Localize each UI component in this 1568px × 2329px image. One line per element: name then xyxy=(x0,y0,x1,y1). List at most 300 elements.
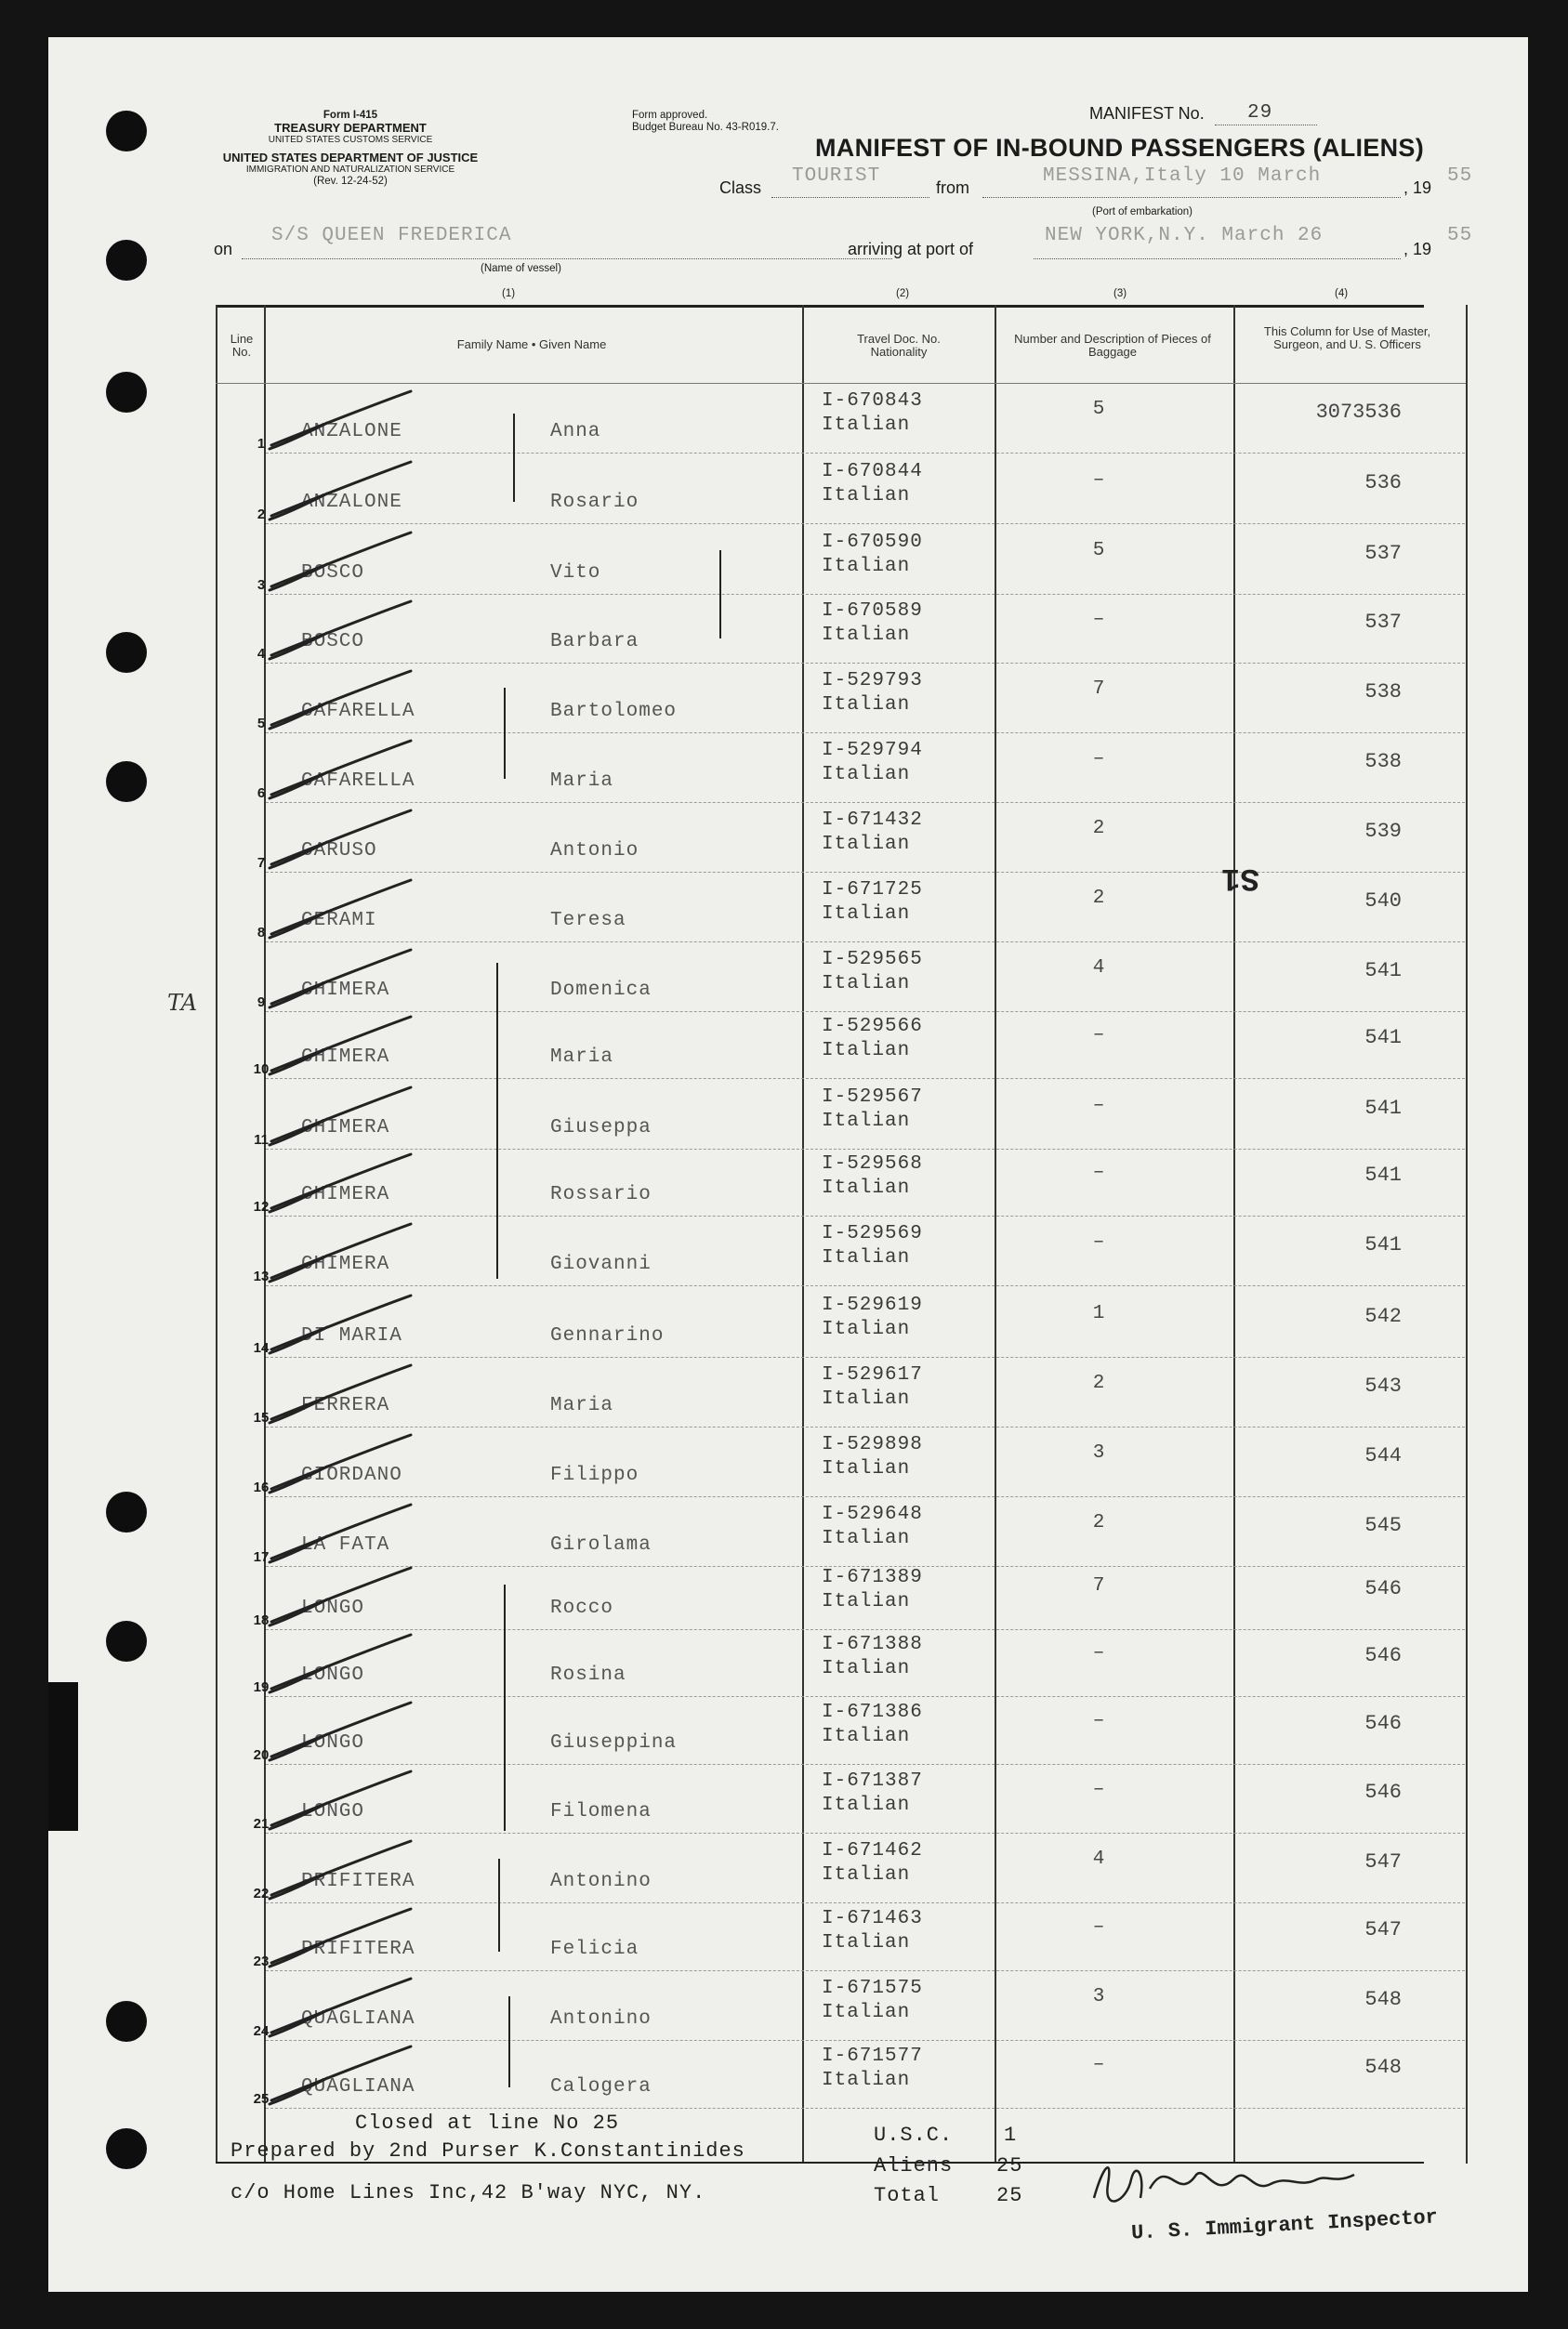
ins-service: IMMIGRATION AND NATURALIZATION SERVICE xyxy=(245,164,455,175)
header-name: Family Name • Given Name xyxy=(456,337,607,351)
travel-doc-cell xyxy=(822,1086,923,1134)
baggage-count: – xyxy=(1092,748,1105,770)
given-name: Antonino xyxy=(550,1871,652,1892)
travel-doc-number: I-529793 xyxy=(822,670,923,691)
officer-number: 542 xyxy=(1364,1305,1402,1328)
col-index-4: (4) xyxy=(1335,288,1349,299)
family-name: LONGO xyxy=(301,1665,365,1686)
table-row xyxy=(48,1429,1528,1499)
table-row xyxy=(48,1360,1528,1429)
family-name: BOSCO xyxy=(301,631,365,652)
nationality: Italian xyxy=(822,1795,911,1816)
line-number: 9 xyxy=(257,994,266,1010)
nationality: Italian xyxy=(822,1528,911,1549)
family-name: FERRERA xyxy=(301,1395,390,1416)
baggage-count: – xyxy=(1092,1162,1105,1183)
baggage-count: 4 xyxy=(1092,1849,1105,1870)
form-number: Form I-415 xyxy=(323,110,378,121)
baggage-count: 7 xyxy=(1092,678,1105,700)
baggage-count: 7 xyxy=(1092,1575,1105,1597)
travel-doc-number: I-529565 xyxy=(822,949,923,970)
nationality: Italian xyxy=(822,414,911,436)
baggage-count: – xyxy=(1092,1710,1105,1731)
officer-number: 545 xyxy=(1364,1514,1402,1537)
officer-number: 540 xyxy=(1364,889,1402,913)
family-name: PRIFITERA xyxy=(301,1871,415,1892)
table-row xyxy=(48,1973,1528,2043)
given-name: Maria xyxy=(550,770,614,792)
col-index-3: (3) xyxy=(1113,288,1127,299)
nationality: Italian xyxy=(822,1388,911,1410)
line-number: 18 xyxy=(253,1612,270,1628)
given-name: Teresa xyxy=(550,910,626,931)
line-number: 22 xyxy=(253,1886,270,1901)
travel-doc-cell xyxy=(822,1839,923,1888)
family-name: PRIFITERA xyxy=(301,1939,415,1960)
travel-doc-cell xyxy=(822,460,923,508)
officer-number: 538 xyxy=(1364,680,1402,704)
baggage-count: – xyxy=(1092,1916,1105,1938)
officer-number: 548 xyxy=(1364,1988,1402,2011)
from-line xyxy=(982,197,1401,198)
table-row xyxy=(48,1499,1528,1569)
travel-doc-cell xyxy=(822,1433,923,1481)
line-number: 23 xyxy=(253,1954,270,1969)
baggage-count: 2 xyxy=(1092,1512,1105,1533)
line-number: 12 xyxy=(253,1199,270,1215)
given-name: Maria xyxy=(550,1046,614,1068)
nationality: Italian xyxy=(822,1319,911,1340)
travel-doc-number: I-671387 xyxy=(822,1770,923,1792)
page-title: MANIFEST OF IN-BOUND PASSENGERS (ALIENS) xyxy=(815,134,1425,162)
check-mark xyxy=(262,460,439,525)
given-name: Rossario xyxy=(550,1184,652,1205)
table-row xyxy=(48,1836,1528,1905)
aliens-label: Aliens xyxy=(874,2154,954,2178)
check-mark xyxy=(262,878,439,943)
line-number: 17 xyxy=(253,1549,270,1565)
family-name: LONGO xyxy=(301,1732,365,1754)
check-mark xyxy=(262,669,439,734)
baggage-count: – xyxy=(1092,1231,1105,1253)
family-name: CHIMERA xyxy=(301,1117,390,1138)
year-prefix-1: , 19 xyxy=(1403,178,1432,197)
baggage-count: – xyxy=(1092,1779,1105,1800)
given-name: Rocco xyxy=(550,1598,614,1619)
travel-doc-number: I-670590 xyxy=(822,532,923,553)
given-name: Filomena xyxy=(550,1801,652,1822)
total-label: Total xyxy=(874,2184,941,2207)
customs-service: UNITED STATES CUSTOMS SERVICE xyxy=(268,135,433,145)
budget-bureau: Budget Bureau No. 43-R019.7. xyxy=(632,122,779,133)
baggage-count: 4 xyxy=(1092,957,1105,979)
check-mark xyxy=(262,1433,439,1498)
treasury-dept: TREASURY DEPARTMENT xyxy=(274,121,427,135)
travel-doc-number: I-671575 xyxy=(822,1978,923,1999)
given-name: Calogera xyxy=(550,2076,652,2098)
officer-number: 543 xyxy=(1364,1375,1402,1398)
check-mark xyxy=(262,1907,439,1972)
nationality: Italian xyxy=(822,1864,911,1886)
travel-doc-number: I-671463 xyxy=(822,1908,923,1929)
nationality: Italian xyxy=(822,1247,911,1269)
nationality: Italian xyxy=(822,903,911,925)
travel-doc-cell xyxy=(822,878,923,927)
closed-at-line: Closed at line No 25 xyxy=(355,2112,620,2135)
given-name: Giuseppa xyxy=(550,1117,652,1138)
travel-doc-cell xyxy=(822,1977,923,2025)
line-number: 8 xyxy=(257,925,266,941)
travel-doc-cell xyxy=(822,1701,923,1749)
line-number: 24 xyxy=(253,2023,270,2039)
travel-doc-number: I-529794 xyxy=(822,740,923,761)
arriving-label: arriving at port of xyxy=(848,240,974,258)
travel-doc-number: I-671462 xyxy=(822,1840,923,1862)
check-mark xyxy=(262,1222,439,1287)
row-separator xyxy=(266,1833,1465,1834)
family-bracket xyxy=(504,1585,506,1831)
row-separator xyxy=(266,663,1465,664)
travel-doc-cell xyxy=(822,1222,923,1270)
class-label: Class xyxy=(719,178,762,197)
family-name: BOSCO xyxy=(301,562,365,584)
family-name: CHIMERA xyxy=(301,1046,390,1068)
table-row xyxy=(48,805,1528,875)
nationality: Italian xyxy=(822,625,911,646)
family-name: CAFARELLA xyxy=(301,770,415,792)
nationality: Italian xyxy=(822,2070,911,2091)
class-value: TOURIST xyxy=(792,165,881,187)
table-row xyxy=(48,1290,1528,1360)
given-name: Filippo xyxy=(550,1465,639,1486)
header-officers: This Column for Use of Master, Surgeon, and U. S. Officers xyxy=(1263,324,1431,351)
family-bracket xyxy=(719,550,721,638)
check-mark xyxy=(262,1770,439,1835)
nationality: Italian xyxy=(822,556,911,577)
line-number: 19 xyxy=(253,1679,270,1695)
line-number: 15 xyxy=(253,1410,270,1426)
officer-number: 547 xyxy=(1364,1918,1402,1941)
given-name: Giuseppina xyxy=(550,1732,678,1754)
row-separator xyxy=(266,1285,1465,1286)
travel-doc-number: I-529568 xyxy=(822,1153,923,1175)
check-mark xyxy=(262,739,439,804)
check-mark xyxy=(262,531,439,596)
table-row xyxy=(48,1218,1528,1288)
row-separator xyxy=(266,1764,1465,1765)
table-row xyxy=(48,386,1528,455)
officer-number: 537 xyxy=(1364,542,1402,565)
line-number: 10 xyxy=(253,1061,270,1077)
baggage-count: 5 xyxy=(1092,399,1105,420)
form-approved-block xyxy=(632,110,779,134)
travel-doc-number: I-671388 xyxy=(822,1634,923,1655)
table-row xyxy=(48,1697,1528,1767)
travel-doc-cell xyxy=(822,1015,923,1063)
baggage-count: 2 xyxy=(1092,818,1105,839)
given-name: Rosario xyxy=(550,492,639,513)
given-name: Giovanni xyxy=(550,1254,652,1275)
officer-number: 541 xyxy=(1364,1026,1402,1049)
prepared-by: Prepared by 2nd Purser K.Constantinides xyxy=(231,2139,745,2163)
manifest-number-label: MANIFEST No. xyxy=(1089,104,1205,123)
travel-doc-cell xyxy=(822,599,923,648)
vessel-line xyxy=(242,258,892,259)
table-row xyxy=(48,1149,1528,1218)
row-separator xyxy=(266,802,1465,803)
family-name: CHIMERA xyxy=(301,1254,390,1275)
line-number: 21 xyxy=(253,1816,270,1832)
check-mark xyxy=(262,1566,439,1631)
total-value: 25 xyxy=(996,2184,1023,2207)
justice-dept: UNITED STATES DEPARTMENT OF JUSTICE xyxy=(222,151,479,164)
check-mark xyxy=(262,809,439,874)
family-name: CHIMERA xyxy=(301,980,390,1001)
nationality: Italian xyxy=(822,1726,911,1747)
row-separator xyxy=(266,1427,1465,1428)
check-mark xyxy=(262,1294,439,1359)
class-line xyxy=(771,197,929,198)
col-index-2: (2) xyxy=(896,288,910,299)
travel-doc-number: I-671386 xyxy=(822,1702,923,1723)
nationality: Italian xyxy=(822,1178,911,1199)
arriving-line xyxy=(1034,258,1401,259)
table-row xyxy=(48,1629,1528,1699)
line-number: 4 xyxy=(257,646,266,662)
vessel-name: S/S QUEEN FREDERICA xyxy=(271,225,512,246)
header-left-block xyxy=(211,110,490,188)
travel-doc-cell xyxy=(822,739,923,787)
travel-doc-cell xyxy=(822,1770,923,1818)
given-name: Bartolomeo xyxy=(550,701,678,722)
family-name: ANZALONE xyxy=(301,421,402,442)
row-separator xyxy=(266,594,1465,595)
travel-doc-number: I-671577 xyxy=(822,2046,923,2067)
baggage-count: – xyxy=(1092,1095,1105,1116)
nationality: Italian xyxy=(822,1658,911,1679)
nationality: Italian xyxy=(822,1111,911,1132)
year-prefix-2: , 19 xyxy=(1403,240,1432,258)
officer-number: 538 xyxy=(1364,750,1402,773)
travel-doc-cell xyxy=(822,1363,923,1412)
header-line-no: Line No. xyxy=(230,332,254,359)
punch-hole xyxy=(106,2128,147,2169)
check-mark xyxy=(262,1152,439,1217)
nationality: Italian xyxy=(822,1458,911,1480)
family-bracket xyxy=(513,414,515,502)
nationality: Italian xyxy=(822,2002,911,2023)
table-row xyxy=(48,596,1528,665)
officer-number: 539 xyxy=(1364,820,1402,843)
travel-doc-cell xyxy=(822,1566,923,1614)
family-name: DI MARIA xyxy=(301,1325,402,1347)
family-name: GIORDANO xyxy=(301,1465,402,1486)
baggage-count: 5 xyxy=(1092,540,1105,561)
agent-address: c/o Home Lines Inc,42 B'way NYC, NY. xyxy=(231,2181,706,2204)
travel-doc-number: I-670843 xyxy=(822,390,923,412)
rev-date: (Rev. 12-24-52) xyxy=(313,176,388,187)
baggage-count: 3 xyxy=(1092,1986,1105,2007)
table-row xyxy=(48,456,1528,526)
officer-number: 541 xyxy=(1364,1097,1402,1120)
given-name: Anna xyxy=(550,421,601,442)
travel-doc-cell xyxy=(822,669,923,717)
line-number: 11 xyxy=(254,1132,269,1148)
travel-doc-number: I-671389 xyxy=(822,1567,923,1588)
family-bracket xyxy=(504,688,506,779)
baggage-count: 3 xyxy=(1092,1442,1105,1464)
officer-number: 541 xyxy=(1364,1164,1402,1187)
travel-doc-cell xyxy=(822,2045,923,2093)
officer-number: 548 xyxy=(1364,2056,1402,2079)
line-number: 13 xyxy=(253,1269,270,1284)
from-value: MESSINA,Italy 10 March xyxy=(1043,165,1322,187)
row-separator xyxy=(266,1970,1465,1971)
vessel-caption: (Name of vessel) xyxy=(481,263,561,274)
nationality: Italian xyxy=(822,694,911,716)
officer-number: 546 xyxy=(1364,1644,1402,1667)
line-number: 20 xyxy=(253,1747,270,1763)
inspector-title: U. S. Immigrant Inspector xyxy=(1130,2205,1439,2245)
officer-number: 546 xyxy=(1364,1577,1402,1600)
year-value-2: 55 xyxy=(1447,225,1473,246)
officer-number: 546 xyxy=(1364,1712,1402,1735)
stamp-mark: S1 xyxy=(1221,860,1259,895)
travel-doc-number: I-671725 xyxy=(822,879,923,901)
punch-hole xyxy=(106,111,147,151)
travel-doc-cell xyxy=(822,531,923,579)
header-travel-doc: Travel Doc. No. Nationality xyxy=(857,332,941,359)
header-bottom-rule xyxy=(216,383,1466,384)
given-name: Felicia xyxy=(550,1939,639,1960)
check-mark xyxy=(262,1977,439,2042)
officer-number: 537 xyxy=(1364,611,1402,634)
given-name: Maria xyxy=(550,1395,614,1416)
given-name: Girolama xyxy=(550,1534,652,1556)
on-label: on xyxy=(214,240,233,258)
header-baggage: Number and Description of Pieces of Baggage xyxy=(1014,332,1211,359)
officer-number: 544 xyxy=(1364,1444,1402,1467)
baggage-count: 1 xyxy=(1092,1303,1105,1324)
travel-doc-number: I-529617 xyxy=(822,1364,923,1386)
family-name: CERAMI xyxy=(301,910,377,931)
row-separator xyxy=(266,1216,1465,1217)
table-row xyxy=(48,1562,1528,1632)
table-top-rule xyxy=(216,305,1424,308)
travel-doc-number: I-671432 xyxy=(822,809,923,831)
table-row xyxy=(48,875,1528,944)
table-row xyxy=(48,2041,1528,2111)
row-separator xyxy=(266,2108,1465,2109)
line-number: 1 xyxy=(257,436,266,452)
row-separator xyxy=(266,1496,1465,1497)
check-mark xyxy=(262,1086,439,1151)
row-separator xyxy=(266,523,1465,524)
given-name: Gennarino xyxy=(550,1325,665,1347)
row-separator xyxy=(266,872,1465,873)
nationality: Italian xyxy=(822,973,911,994)
table-row xyxy=(48,1903,1528,1973)
baggage-count: – xyxy=(1092,2054,1105,2075)
family-name: ANZALONE xyxy=(301,492,402,513)
table-row xyxy=(48,944,1528,1014)
travel-doc-cell xyxy=(822,389,923,438)
check-mark xyxy=(262,1363,439,1428)
officer-number: 546 xyxy=(1364,1781,1402,1804)
table-row xyxy=(48,527,1528,597)
check-mark xyxy=(262,948,439,1013)
given-name: Vito xyxy=(550,562,601,584)
travel-doc-number: I-529569 xyxy=(822,1223,923,1244)
usc-label: U.S.C. xyxy=(874,2124,954,2147)
manifest-page xyxy=(48,37,1528,2292)
line-number: 6 xyxy=(257,785,266,801)
family-name: LONGO xyxy=(301,1598,365,1619)
travel-doc-cell xyxy=(822,948,923,996)
line-number: 2 xyxy=(257,507,266,522)
travel-doc-cell xyxy=(822,809,923,857)
check-mark xyxy=(262,1015,439,1080)
line-number: 25 xyxy=(253,2091,270,2107)
nationality: Italian xyxy=(822,764,911,785)
baggage-count: 2 xyxy=(1092,888,1105,909)
travel-doc-cell xyxy=(822,1503,923,1551)
family-name: CHIMERA xyxy=(301,1184,390,1205)
check-mark xyxy=(262,1633,439,1698)
table-row xyxy=(48,1766,1528,1836)
line-number: 5 xyxy=(257,716,266,731)
port-caption: (Port of embarkation) xyxy=(1092,206,1193,217)
baggage-count: – xyxy=(1092,1024,1105,1046)
travel-doc-cell xyxy=(822,1907,923,1955)
family-name: LONGO xyxy=(301,1801,365,1822)
travel-doc-cell xyxy=(822,1152,923,1201)
given-name: Domenica xyxy=(550,980,652,1001)
line-number: 3 xyxy=(257,577,266,593)
table-row xyxy=(48,665,1528,735)
family-bracket xyxy=(508,1996,510,2087)
margin-note: TA xyxy=(167,990,198,1016)
table-row xyxy=(48,735,1528,805)
table-row xyxy=(48,1011,1528,1081)
officer-number: 547 xyxy=(1364,1850,1402,1874)
family-name: CAFARELLA xyxy=(301,701,415,722)
baggage-count: – xyxy=(1092,1642,1105,1664)
aliens-value: 25 xyxy=(996,2154,1023,2178)
given-name: Antonino xyxy=(550,2008,652,2030)
baggage-count: – xyxy=(1092,609,1105,630)
travel-doc-number: I-529567 xyxy=(822,1086,923,1108)
family-name: LA FATA xyxy=(301,1534,390,1556)
check-mark xyxy=(262,389,439,454)
line-number: 14 xyxy=(253,1340,270,1356)
row-separator xyxy=(266,732,1465,733)
line-number: 16 xyxy=(253,1480,270,1495)
from-label: from xyxy=(936,178,969,197)
travel-doc-cell xyxy=(822,1633,923,1681)
travel-doc-number: I-529648 xyxy=(822,1504,923,1525)
travel-doc-number: I-670844 xyxy=(822,461,923,482)
baggage-count: – xyxy=(1092,469,1105,491)
travel-doc-number: I-529898 xyxy=(822,1434,923,1455)
travel-doc-number: I-529566 xyxy=(822,1016,923,1037)
table-row xyxy=(48,1082,1528,1151)
given-name: Antonio xyxy=(550,840,639,862)
officer-number: 541 xyxy=(1364,959,1402,982)
nationality: Italian xyxy=(822,1040,911,1061)
check-mark xyxy=(262,599,439,664)
officer-number: 541 xyxy=(1364,1233,1402,1257)
